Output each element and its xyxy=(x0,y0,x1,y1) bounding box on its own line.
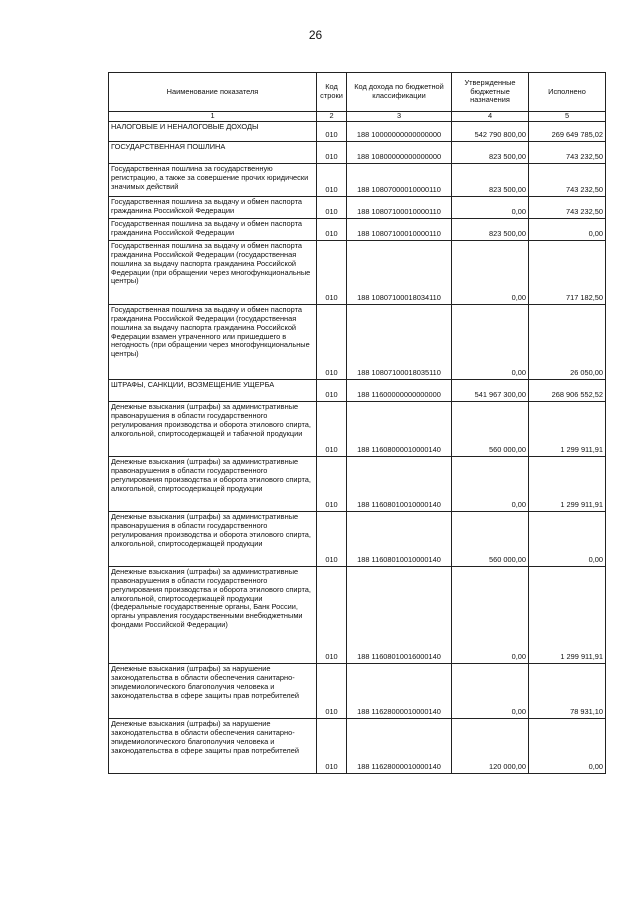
revenue-code-cell: 188 11600000000000000 xyxy=(347,379,452,401)
approved-amount-cell: 823 500,00 xyxy=(452,218,529,240)
revenue-code-cell: 188 10000000000000000 xyxy=(347,121,452,141)
indicator-name-cell: Государственная пошлина за выдачу и обмен паспорта гражданина Российской Федерации (государственная пошлина за выдачу паспорта гражданина Российской Федерации взамен утраченного или пришедшего в негодность (при обращении через многофункциональные центры) xyxy=(109,304,317,379)
approved-amount-cell: 0,00 xyxy=(452,240,529,304)
table-row xyxy=(109,141,606,163)
table-row xyxy=(109,511,606,566)
indicator-name-cell: Государственная пошлина за выдачу и обмен паспорта гражданина Российской Федерации xyxy=(109,196,317,218)
approved-amount-cell: 560 000,00 xyxy=(452,401,529,456)
executed-amount-cell: 717 182,50 xyxy=(529,240,606,304)
indicator-name-cell: Государственная пошлина за выдачу и обмен паспорта гражданина Российской Федерации xyxy=(109,218,317,240)
line-code-cell: 010 xyxy=(317,218,347,240)
column-number: 5 xyxy=(529,112,606,122)
header-executed: Исполнено xyxy=(529,73,606,112)
indicator-name-cell: Государственная пошлина за государственную регистрацию, а также за совершение прочих юридически значимых действий xyxy=(109,163,317,196)
line-code-cell: 010 xyxy=(317,304,347,379)
approved-amount-cell: 542 790 800,00 xyxy=(452,121,529,141)
revenue-code-cell: 188 11628000010000140 xyxy=(347,718,452,773)
table-header-row xyxy=(109,73,606,112)
revenue-code-cell: 188 11608010010000140 xyxy=(347,456,452,511)
revenue-code-cell: 188 10807100010000110 xyxy=(347,196,452,218)
executed-amount-cell: 0,00 xyxy=(529,218,606,240)
indicator-name-cell: Денежные взыскания (штрафы) за административные правонарушения в области государственного регулирования производства и оборота этилового спирта, алкогольной, спиртосодержащей продукции xyxy=(109,456,317,511)
header-line-code: Код строки xyxy=(317,73,347,112)
line-code-cell: 010 xyxy=(317,456,347,511)
table-row xyxy=(109,240,606,304)
executed-amount-cell: 743 232,50 xyxy=(529,196,606,218)
approved-amount-cell: 823 500,00 xyxy=(452,163,529,196)
revenue-code-cell: 188 10807100018034110 xyxy=(347,240,452,304)
indicator-name-cell: Денежные взыскания (штрафы) за административные правонарушения в области государственного регулирования производства и оборота этилового спирта, алкогольной, спиртосодержащей продукции xyxy=(109,511,317,566)
header-revenue-code: Код дохода по бюджетной классификации xyxy=(347,73,452,112)
line-code-cell: 010 xyxy=(317,566,347,663)
indicator-name-cell: Денежные взыскания (штрафы) за административные правонарушения в области государственного регулирования производства и оборота этилового спирта, алкогольной, спиртосодержащей и табачной продукции xyxy=(109,401,317,456)
indicator-name-cell: Денежные взыскания (штрафы) за административные правонарушения в области государственного регулирования производства и оборота этилового спирта, алкогольной, спиртосодержащей продукции (федеральные государственные органы, Банк России, органы управления государственными внебюджетными фондами Российской Федерации) xyxy=(109,566,317,663)
revenue-code-cell: 188 10807100010000110 xyxy=(347,218,452,240)
line-code-cell: 010 xyxy=(317,379,347,401)
revenue-table xyxy=(108,72,606,774)
line-code-cell: 010 xyxy=(317,196,347,218)
executed-amount-cell: 78 931,10 xyxy=(529,663,606,718)
executed-amount-cell: 269 649 785,02 xyxy=(529,121,606,141)
revenue-code-cell: 188 11628000010000140 xyxy=(347,663,452,718)
table-row xyxy=(109,304,606,379)
column-number: 2 xyxy=(317,112,347,122)
approved-amount-cell: 120 000,00 xyxy=(452,718,529,773)
executed-amount-cell: 743 232,50 xyxy=(529,141,606,163)
executed-amount-cell: 0,00 xyxy=(529,718,606,773)
executed-amount-cell: 1 299 911,91 xyxy=(529,456,606,511)
revenue-code-cell: 188 10807000010000110 xyxy=(347,163,452,196)
column-number: 4 xyxy=(452,112,529,122)
revenue-code-cell: 188 10807100018035110 xyxy=(347,304,452,379)
indicator-name-cell: ШТРАФЫ, САНКЦИИ, ВОЗМЕЩЕНИЕ УЩЕРБА xyxy=(109,379,317,401)
line-code-cell: 010 xyxy=(317,121,347,141)
executed-amount-cell: 1 299 911,91 xyxy=(529,566,606,663)
approved-amount-cell: 0,00 xyxy=(452,196,529,218)
table-row xyxy=(109,718,606,773)
approved-amount-cell: 0,00 xyxy=(452,456,529,511)
indicator-name-cell: ГОСУДАРСТВЕННАЯ ПОШЛИНА xyxy=(109,141,317,163)
approved-amount-cell: 0,00 xyxy=(452,566,529,663)
line-code-cell: 010 xyxy=(317,718,347,773)
column-number-row xyxy=(109,112,606,122)
table-row xyxy=(109,566,606,663)
executed-amount-cell: 743 232,50 xyxy=(529,163,606,196)
line-code-cell: 010 xyxy=(317,163,347,196)
table-row xyxy=(109,163,606,196)
table-row xyxy=(109,218,606,240)
approved-amount-cell: 0,00 xyxy=(452,663,529,718)
table-row xyxy=(109,196,606,218)
approved-amount-cell: 0,00 xyxy=(452,304,529,379)
revenue-code-cell: 188 11608000010000140 xyxy=(347,401,452,456)
approved-amount-cell: 560 000,00 xyxy=(452,511,529,566)
page-number: 26 xyxy=(308,28,323,42)
column-number: 3 xyxy=(347,112,452,122)
table-row xyxy=(109,379,606,401)
table-row xyxy=(109,121,606,141)
executed-amount-cell: 268 906 552,52 xyxy=(529,379,606,401)
line-code-cell: 010 xyxy=(317,240,347,304)
line-code-cell: 010 xyxy=(317,401,347,456)
indicator-name-cell: НАЛОГОВЫЕ И НЕНАЛОГОВЫЕ ДОХОДЫ xyxy=(109,121,317,141)
approved-amount-cell: 823 500,00 xyxy=(452,141,529,163)
executed-amount-cell: 1 299 911,91 xyxy=(529,401,606,456)
indicator-name-cell: Денежные взыскания (штрафы) за нарушение законодательства в области обеспечения санитарно-эпидемиологического благополучия человека и законодательства в сфере защиты прав потребителей xyxy=(109,663,317,718)
revenue-code-cell: 188 10800000000000000 xyxy=(347,141,452,163)
executed-amount-cell: 0,00 xyxy=(529,511,606,566)
header-approved: Утвержденные бюджетные назначения xyxy=(452,73,529,112)
table-row xyxy=(109,456,606,511)
revenue-code-cell: 188 11608010016000140 xyxy=(347,566,452,663)
table-row xyxy=(109,401,606,456)
table-row xyxy=(109,663,606,718)
revenue-code-cell: 188 11608010010000140 xyxy=(347,511,452,566)
column-number: 1 xyxy=(109,112,317,122)
line-code-cell: 010 xyxy=(317,663,347,718)
executed-amount-cell: 26 050,00 xyxy=(529,304,606,379)
header-indicator-name: Наименование показателя xyxy=(109,73,317,112)
approved-amount-cell: 541 967 300,00 xyxy=(452,379,529,401)
indicator-name-cell: Денежные взыскания (штрафы) за нарушение законодательства в области обеспечения санитарно-эпидемиологического благополучия человека и законодательства в сфере защиты прав потребителей xyxy=(109,718,317,773)
line-code-cell: 010 xyxy=(317,141,347,163)
indicator-name-cell: Государственная пошлина за выдачу и обмен паспорта гражданина Российской Федерации (государственная пошлина за выдачу паспорта гражданина Российской Федерации (при обращении через многофункциональные центры) xyxy=(109,240,317,304)
line-code-cell: 010 xyxy=(317,511,347,566)
